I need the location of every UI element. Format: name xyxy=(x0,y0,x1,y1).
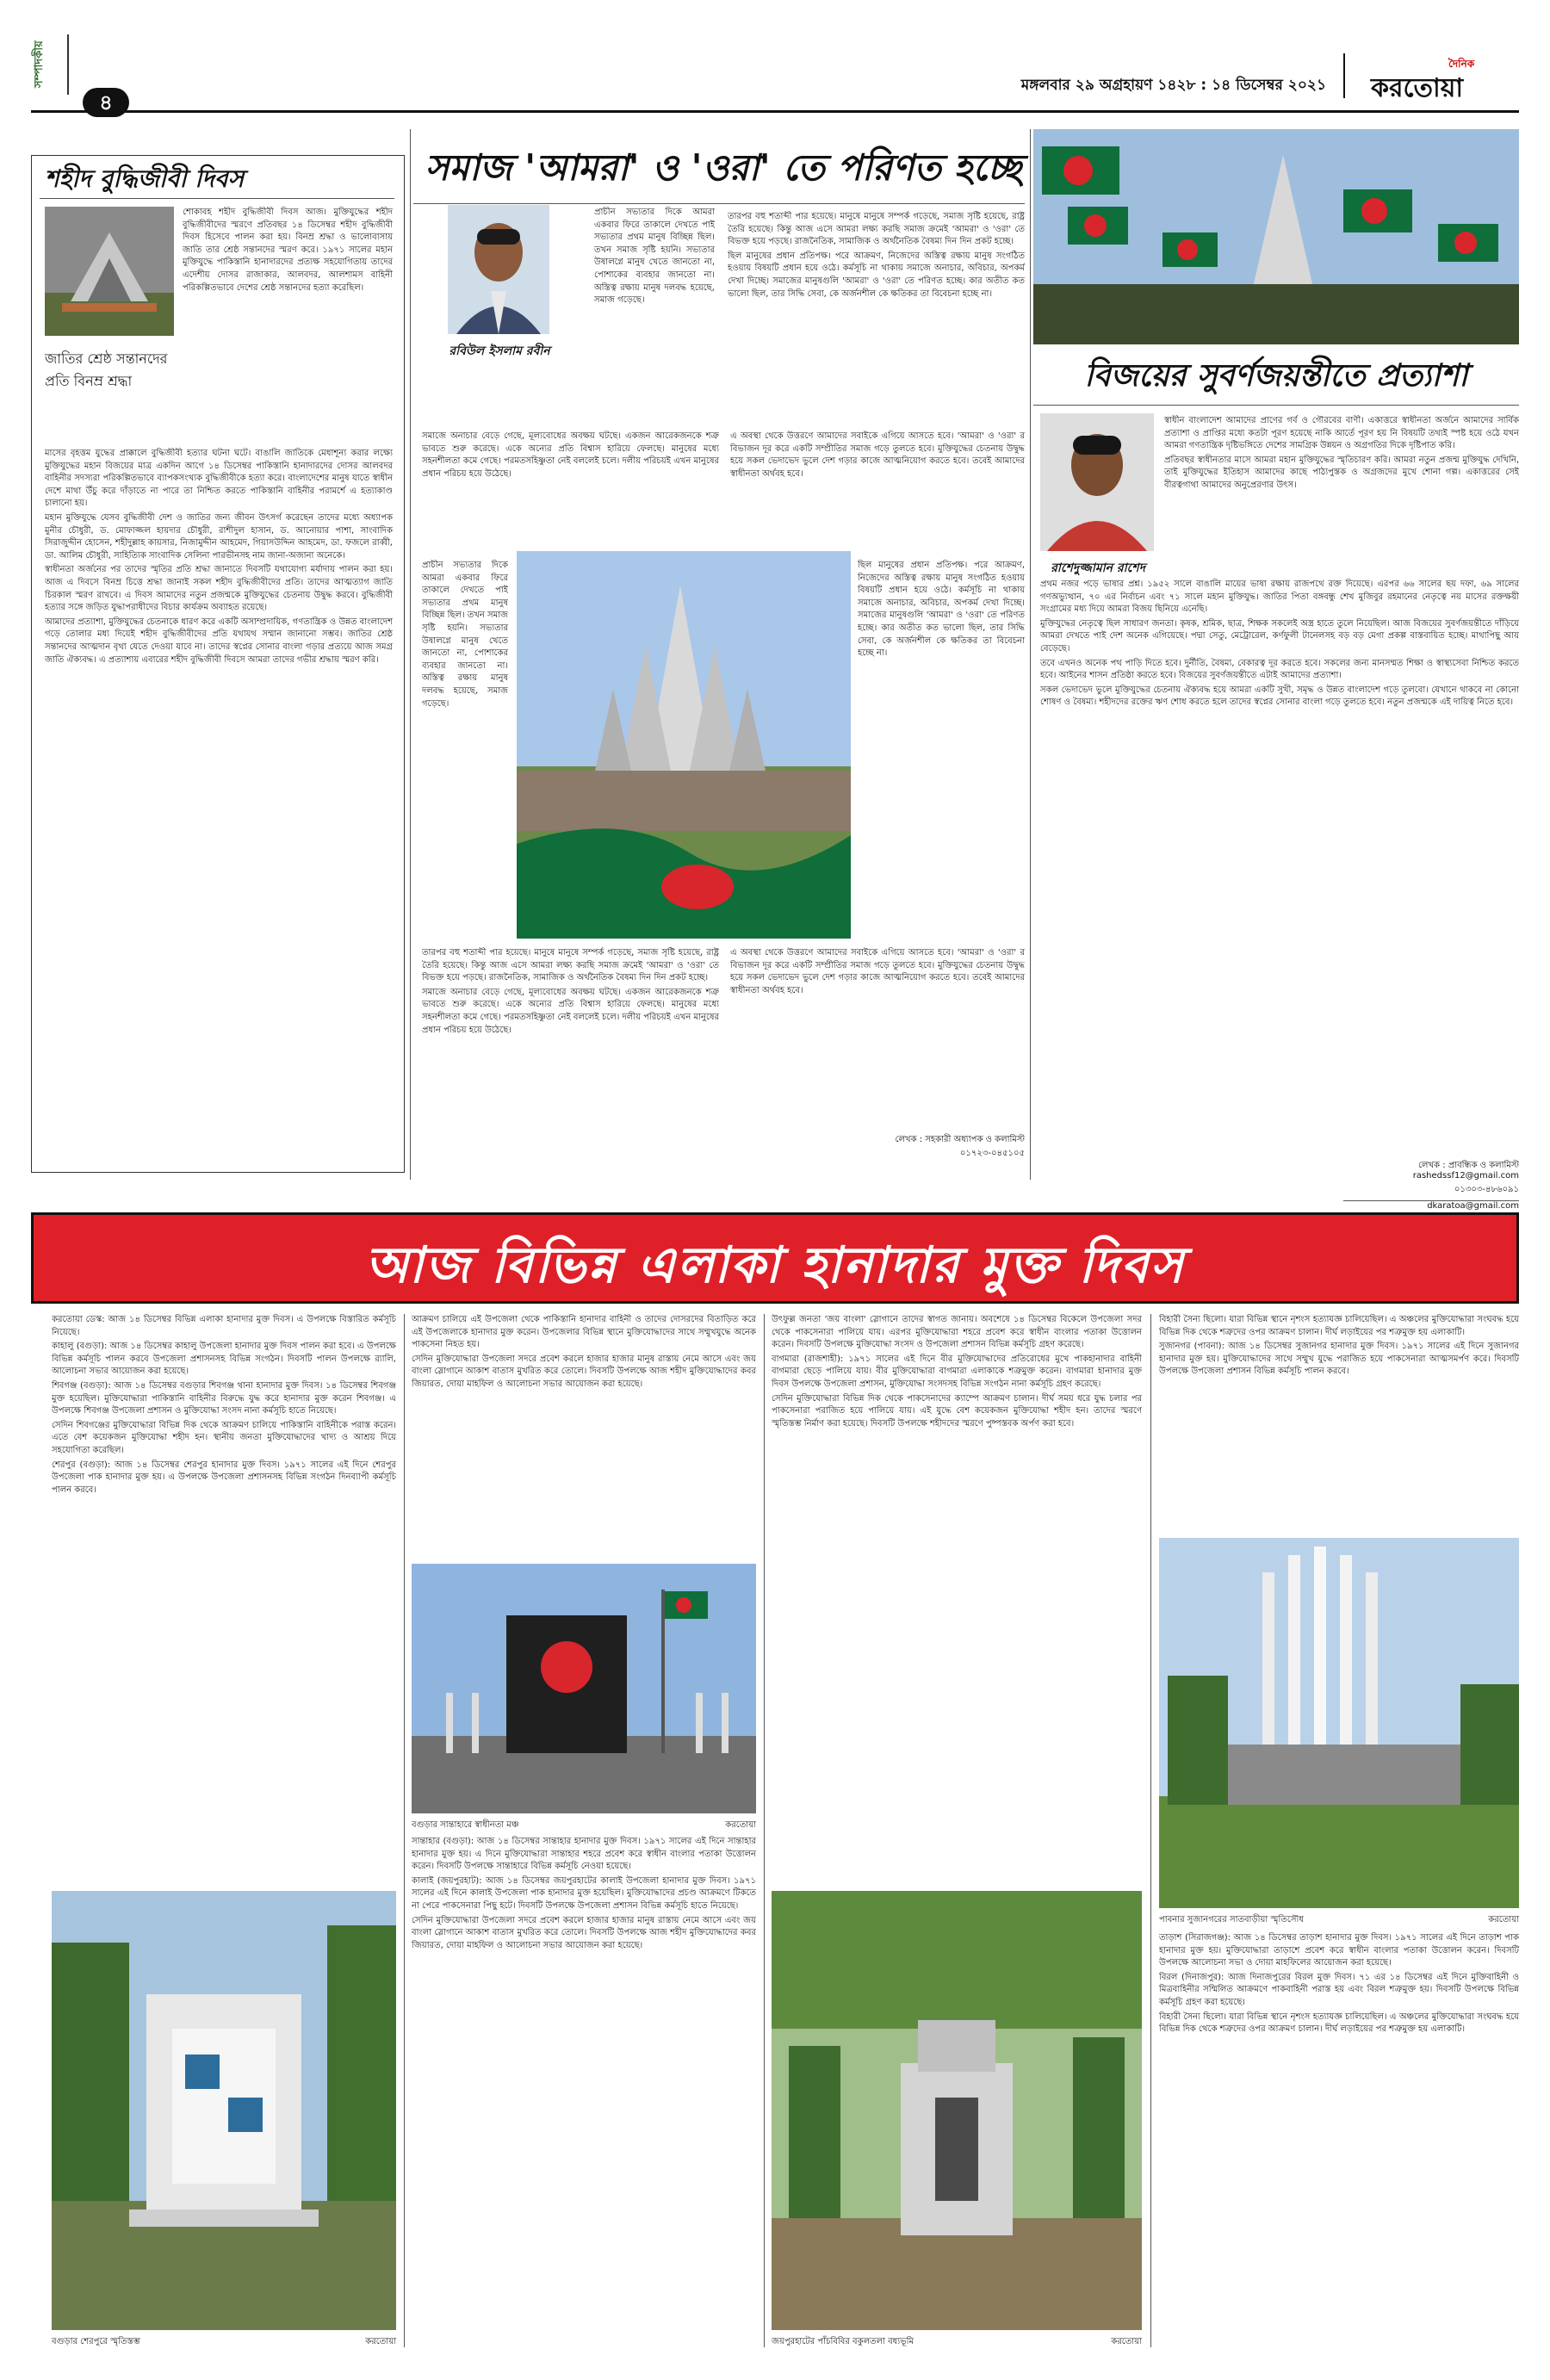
divider-right xyxy=(1030,129,1031,1180)
section-side-logo xyxy=(31,34,69,95)
editorial-body-top xyxy=(183,207,393,439)
society-col-b xyxy=(728,211,1025,422)
author-photo-rashed xyxy=(1040,413,1154,551)
joypurhat-photo xyxy=(772,1891,1142,2330)
editorial-body xyxy=(45,448,393,1162)
lib-col-4b xyxy=(1159,1932,1519,2337)
joypurhat-credit: করতোয়া xyxy=(1111,2337,1142,2346)
editorial-para-3: মহান মুক্তিযুদ্ধে যেসব বুদ্ধিজীবী দেশ ও জাতির জন্য জীবন উৎসর্গ করেছেন তাদের মধ্যে অধ্যাপক মুনীর চৌধুরী, ড. মোফাজ্জল হায়দার চৌধুরী, রাশীদুল হাসান, ড. আনোয়ার পাশা, সাংবাদিক সিরাজুদ্দীন হোসেন, শহীদুল্লাহ কায়সার, নিজামুদ্দীন আহমেদ, গিয়াসউদ্দিন আহমেদ, ডা. ফজলে রাব্বী, ডা. আলিম চৌধুরী, সাহিত্যিক সাংবাদিক সেলিনা পারভীনসহ নাম জানা-অজানা অনেকে। xyxy=(45,512,393,561)
santahar-photo xyxy=(412,1564,756,1813)
santahar-credit: করতোয়া xyxy=(725,1820,756,1830)
date-line: মঙ্গলবার ২৯ অগ্রহায়ণ ১৪২৮ : ১৪ ডিসেম্বর ২০২১ xyxy=(1020,77,1326,94)
lib-c4-p1: বিহারী সৈন্য ছিলো। যারা বিভিন্ন স্থানে নৃশংস হত্যাযজ্ঞ চালিয়েছিল। এ অঞ্চলের মুক্তিযোদ্ধারা সংঘবদ্ধ হয়ে বিভিন্ন দিক থেকে শত্রুদের ওপর আক্রমণ চালান। দীর্ঘ লড়াইয়ের পর শত্রুমুক্ত হয় এলাকাটি। xyxy=(1159,1315,1519,1337)
lib-c4-p4: বিরল (দিনাজপুর): আজ দিনাজপুরের বিরল মুক্ত দিবস। ৭১ এর ১৪ ডিসেম্বর এই দিনে মুক্তিবাহিনী ও মিত্রবাহিনীর সম্মিলিত আক্রমণে পাকবাহিনী পরাস্ত হয় এবং বিরল শত্রুমুক্ত হয়। দিবসটি উপলক্ষে বিভিন্ন কর্মসূচি গ্রহণ করা হয়েছে। xyxy=(1159,1972,1519,2007)
victory-email[interactable]: rashedssf12@gmail.com xyxy=(1412,1171,1519,1181)
lib-c2-p1: আক্রমণ চালিয়ে এই উপজেলা থেকে পাকিস্তানি হানাদার বাহিনী ও তাদের দোসরদের বিতাড়িত করে এই উপজেলাকে হানাদার মুক্ত করেন। উপজেলার বিভিন্ন স্থানে মুক্তিযোদ্ধাদের সাথে সম্মুখযুদ্ধে অনেক পাকসেনা নিহত হয়। xyxy=(412,1315,756,1350)
lib-c3-p1: উৎফুল্ল জনতা 'জয় বাংলা' স্লোগানে তাদের স্বাগত জানায়। অবশেষে ১৪ ডিসেম্বর বিকেলে উপজেলা সদর থেকে পাকসেনারা পালিয়ে যায়। এরপর মুক্তিযোদ্ধারা শহরে প্রবেশ করে স্বাধীন বাংলার পতাকা উত্তোলন করেন। দিবসটি উপলক্ষে মুক্তিযোদ্ধা সংসদ ও উপজেলা প্রশাসন বিভিন্ন কর্মসূচি গ্রহণ করেছে। xyxy=(772,1315,1142,1350)
society-para-4: সমাজে অনাচার বেড়ে গেছে, মূল্যবোধের অবক্ষয় ঘটছে। একজন আরেকজনকে শত্রু ভাবতে শুরু করেছে। একে অন্যের প্রতি বিশ্বাস হারিয়ে ফেলছে। মানুষের মধ্যে সহনশীলতা কমে গেছে। পরমতসহিষ্ণুতা নেই বললেই চলে। দলীয় পরিচয়ই এখন মানুষের প্রধান পরিচয় হয়ে উঠেছে। xyxy=(422,431,719,479)
pabna-credit: করতোয়া xyxy=(1488,1915,1519,1924)
lib-col-2b xyxy=(412,1836,756,2352)
lib-c2-p2: সেদিন মুক্তিযোদ্ধারা উপজেলা সদরে প্রবেশ করলে হাজার হাজার মানুষ রাস্তায় নেমে আসে এবং জয় বাংলা স্লোগানে আকাশ বাতাস মুখরিত করে তোলে। দিবসটি উপলক্ষে আজ শহীদ মুক্তিযোদ্ধাদের কবর জিয়ারত, দোয়া মাহফিল ও আলোচনা সভার আয়োজন করা হয়েছে। xyxy=(412,1354,756,1389)
lib-col-1 xyxy=(52,1314,396,1882)
bottom-divider-2 xyxy=(764,1314,765,2347)
section-side-label: সম্পাদকীয় xyxy=(33,40,46,89)
victory-title: বিজয়ের সুবর্ণজয়ন্তীতে প্রত্যাশা xyxy=(1084,357,1468,394)
author-photo-robin xyxy=(448,205,549,334)
memorial-crowd-photo xyxy=(517,551,851,939)
lib-c3-p2: বাগমারা (রাজশাহী): ১৯৭১ সালের এই দিনে বীর মুক্তিযোদ্ধাদের প্রতিরোধের মুখে পাকহানাদার বাহিনী বাগমারা ছেড়ে পালিয়ে যায়। বীর মুক্তিযোদ্ধারা বাগমারা এলাকাকে শত্রুমুক্ত করেন। বাগমারা হানাদার মুক্ত দিবস উপলক্ষে উপজেলা প্রশাসন, মুক্তিযোদ্ধা সংসদসহ বিভিন্ন সংগঠন নানা কর্মসূচি গ্রহণ করেছে। xyxy=(772,1354,1142,1389)
society-col-c xyxy=(422,431,719,542)
pabna-photo xyxy=(1159,1538,1519,1908)
society-col-d xyxy=(730,431,1025,542)
divider-left xyxy=(410,129,411,1180)
memorial-photo xyxy=(45,207,174,336)
lib-col-2a xyxy=(412,1314,756,1555)
sherpur-caption: বগুড়ার শেরপুরে স্মৃতিস্তম্ভ xyxy=(52,2337,140,2346)
society-title: সমাজ 'আমরা' ও 'ওরা' তে পরিণত হচ্ছে xyxy=(425,146,1022,189)
society-para-6: প্রাচীন সভ্যতার দিকে আমরা একবার ফিরে তাকালে দেখতে পাই সভ্যতার প্রথম মানুষ বিচ্ছিন্ন ছিল। তখন সমাজ সৃষ্টি হয়নি। সভ্যতার উষালগ্নে মানুষ খেতে জানতো না, পোশাকের ব্যবহার জানতো না। অস্তিত্ব রক্ষায় মানুষ দলবদ্ধ হয়েছে, সমাজ গড়েছে। xyxy=(422,561,508,709)
victory-para-5: তবে এখনও অনেক পথ পাড়ি দিতে হবে। দুর্নীতি, বৈষম্য, বেকারত্ব দূর করতে হবে। সকলের জন্য মানসম্মত শিক্ষা ও স্বাস্থ্যসেবা নিশ্চিত করতে হবে। আইনের শাসন প্রতিষ্ঠা করতে হবে। বিজয়ের সুবর্ণজয়ন্তীতে এটাই আমাদের প্রত্যাশা। xyxy=(1040,658,1519,681)
society-phone: ০১৭২৩-০৪৫১০৫ xyxy=(959,1149,1025,1158)
victory-para-2: প্রতিবছর স্বাধীনতার মাসে আমরা মহান মুক্তিযুদ্ধের স্মৃতিচারণ করি। আমরা নতুন প্রজন্ম মুক্তিযুদ্ধ দেখিনি, তাই মুক্তিযুদ্ধের ইতিহাস আমাদের কাছে পাঠ্যপুস্তক ও অগ্রজদের মুখে শোনা গল্প। একাত্তরের সেই বীরত্বগাথা আমাদের অনুপ্রেরণার উৎস। xyxy=(1164,455,1519,490)
page-number-text: ৪ xyxy=(99,90,113,115)
society-para-1: প্রাচীন সভ্যতার দিকে আমরা একবার ফিরে তাকালে দেখতে পাই সভ্যতার প্রথম মানুষ বিচ্ছিন্ন ছিল। তখন সমাজ সৃষ্টি হয়নি। সভ্যতার উষালগ্নে মানুষ খেতে জানতো না, পোশাকের ব্যবহার জানতো না। অস্তিত্ব রক্ষায় মানুষ দলবদ্ধ হয়েছে, সমাজ গড়েছে। xyxy=(594,208,715,306)
victory-signoff: লেখক : প্রাবন্ধিক ও কলামিস্ট xyxy=(1417,1161,1519,1170)
victory-title-rule xyxy=(1033,405,1519,406)
santahar-caption: বগুড়ার সান্তাহারে স্বাধীনতা মঞ্চ xyxy=(412,1820,519,1830)
editorial-para-2: মাসের বৃহত্তম যুদ্ধের প্রাক্কালে বুদ্ধিজীবী হত্যার ঘটনা ঘটে। বাঙালি জাতিকে মেধাশূন্য করার লক্ষ্যে মুক্তিযুদ্ধের মহান বিজয়ের মাত্র একদিন আগে ১৪ ডিসেম্বর পাকিস্তানি হানাদারদের দোসর আলবদর বাহিনীর সদস্যরা পরিকল্পিতভাবে ব্যাপকসংখ্যক বুদ্ধিজীবীকে হত্যা করে। বাংলাদেশের মানুষ যাতে স্বাধীন দেশে মাথা উঁচু করে দাঁড়াতে না পারে তা নিশ্চিত করতে পাকিস্তানি বাহিনীর পরামর্শে এ হত্যাকাণ্ড চালানো হয়। xyxy=(45,449,393,509)
bottom-divider-1 xyxy=(404,1314,405,2347)
society-col-g xyxy=(422,947,719,1128)
editorial-para-1: শোকাবহ শহীদ বুদ্ধিজীবী দিবস আজ। মুক্তিযুদ্ধের শহীদ বুদ্ধিজীবীদের স্মরণে প্রতিবছর ১৪ ডিসেম্বর শহীদ বুদ্ধিজীবী দিবস হিসেবে পালন করা হয়। বিনম্র শ্রদ্ধা ও ভালোবাসায় জাতি তার শ্রেষ্ঠ সন্তানদের স্মরণ করে। ১৯৭১ সালের মহান মুক্তিযুদ্ধে পাকিস্তানি হানাদারদের প্রত্যক্ষ সহযোগিতায় তাদের এদেশীয় দোসর রাজাকার, আলবদর, আলশামস বাহিনী পরিকল্পিতভাবে দেশের শ্রেষ্ঠ সন্তানদের হত্যা করেছিল। xyxy=(183,208,393,293)
editorial-para-4: স্বাধীনতা অর্জনের পর তাদের স্মৃতির প্রতি শ্রদ্ধা জানাতে দিবসটি যথাযোগ্য মর্যাদায় পালন করা হয়। আজ এ দিবসে বিনম্র চিত্তে শ্রদ্ধা জানাই সকল শহীদ বুদ্ধিজীবীদের প্রতি। তাদের আত্মত্যাগ জাতি চিরকাল স্মরণ রাখবে। এ দিবস আমাদের নতুন প্রজন্মকে মুক্তিযুদ্ধের চেতনায় উদ্বুদ্ধ করবে। বুদ্ধিজীবী হত্যার সঙ্গে জড়িত যুদ্ধাপরাধীদের বিচার কার্যক্রম অব্যাহত রয়েছে। xyxy=(45,565,393,613)
lib-c2-p5: সেদিন মুক্তিযোদ্ধারা উপজেলা সদরে প্রবেশ করলে হাজার হাজার মানুষ রাস্তায় নেমে আসে এবং জয় বাংলা স্লোগানে আকাশ বাতাস মুখরিত করে তোলে। দিবসটি উপলক্ষে আজ শহীদ মুক্তিযোদ্ধাদের কবর জিয়ারত, দোয়া মাহফিল ও আলোচনা সভার আয়োজন করা হয়েছে। xyxy=(412,1915,756,1950)
lib-c3-p3: সেদিন মুক্তিযোদ্ধারা বিভিন্ন দিক থেকে পাকসেনাদের ক্যাম্পে আক্রমণ চালান। দীর্ঘ সময় ধরে যুদ্ধ চলার পর পাকসেনারা পরাজিত হয়ে পালিয়ে যায়। এই যুদ্ধে বেশ কয়েকজন মুক্তিযোদ্ধা শহীদ হন। তাদের স্মরণে স্মৃতিস্তম্ভ নির্মাণ করা হয়েছে। দিবসটি উপলক্ষে শহীদদের স্মরণে পুষ্পস্তবক অর্পণ করা হবে। xyxy=(772,1393,1142,1429)
paper-logo-small: দৈনিক xyxy=(1448,58,1475,70)
lib-c4-p5: বিহারী সৈন্য ছিলো। যারা বিভিন্ন স্থানে নৃশংস হত্যাযজ্ঞ চালিয়েছিল। এ অঞ্চলের মুক্তিযোদ্ধারা সংঘবদ্ধ হয়ে বিভিন্ন দিক থেকে শত্রুদের ওপর আক্রমণ চালান। দীর্ঘ লড়াইয়ের পর শত্রুমুক্ত হয় এলাকাটি। xyxy=(1159,2011,1519,2035)
editorial-title-rule xyxy=(40,198,394,199)
victory-para-1: স্বাধীন বাংলাদেশ আমাদের প্রাণের গর্ব ও গৌরবের বাণী। একাত্তরে স্বাধীনতা অর্জনে আমাদের সার্বিক প্রত্যাশা ও প্রাপ্তির মধ্যে কতটা পূরণ হয়েছে নাকি আর্তে পূরণ হয় নি বিষয়টি তথ্যই স্পষ্ট হয়ে ওঠে যখন আমরা গণতান্ত্রিক দৃষ্টিভঙ্গিতে দেশের সামগ্রিক উন্নয়ন ও অগ্রগতির দিকে দৃষ্টিপাত করি। xyxy=(1164,416,1519,451)
society-col-e xyxy=(422,560,508,939)
lib-c2-p3: সান্তাহার (বগুড়া): আজ ১৪ ডিসেম্বর সান্তাহার হানাদার মুক্ত দিবস। ১৯৭১ সালের এই দিনে সান্তাহার হানাদার মুক্ত হয়। এ দিনে মুক্তিযোদ্ধারা সান্তাহার শহরে প্রবেশ করে স্বাধীন বাংলার পতাকা উত্তোলন করেন। দিবসটি উপলক্ষে সান্তাহারে বিভিন্ন কর্মসূচি নেওয়া হয়েছে। xyxy=(412,1837,756,1872)
flag-crowd-photo xyxy=(1033,129,1519,344)
pabna-caption: পাবনার সুজানগরের সাতবাড়ীয়া স্মৃতিসৌধ xyxy=(1159,1915,1304,1924)
victory-phone: ০১৩০৩-৪৮৬০৯১ xyxy=(1454,1185,1519,1194)
lib-col-3 xyxy=(772,1314,1142,1882)
victory-para-3: প্রথম নজর পড়ে ভাষার প্রশ্ন। ১৯৫২ সালে বাঙালি মায়ের ভাষা রক্ষায় রাজপথে রক্ত দিয়েছে। এরপর ৬৬ সালের ছয় দফা, ৬৯ সালের গণঅভ্যুত্থান, ৭০ এর নির্বাচন এবং ৭১ সালে মহান মুক্তিযুদ্ধ। জাতির পিতা বঙ্গবন্ধু শেখ মুজিবুর রহমানের নেতৃত্বে নয় মাসের রক্তক্ষয়ী সংগ্রামের মধ্য দিয়ে আমরা বিজয় ছিনিয়ে এনেছি। xyxy=(1040,580,1519,615)
sherpur-photo xyxy=(52,1891,396,2330)
society-para-2: তারপর বহু শতাব্দী পার হয়েছে। মানুষে মানুষে সম্পর্ক গড়েছে, সমাজ সৃষ্টি হয়েছে, রাষ্ট্র তৈরি হয়েছে। কিন্তু আজ এসে আমরা লক্ষ্য করছি সমাজ ক্রমেই 'আমরা' ও 'ওরা' তে বিভক্ত হয়ে পড়ছে। রাজনৈতিক, সামাজিক ও অর্থনৈতিক বৈষম্য দিন দিন প্রকট হচ্ছে। xyxy=(728,212,1025,247)
society-para-5: এ অবস্থা থেকে উত্তরণে আমাদের সবাইকে এগিয়ে আসতে হবে। 'আমরা' ও 'ওরা' র বিভাজন দূর করে একটি সম্প্রীতির সমাজ গড়ে তুলতে হবে। মুক্তিযুদ্ধের চেতনায় উদ্বুদ্ধ হয়ে সকল ভেদাভেদ ভুলে দেশ গড়ার কাজে আত্মনিয়োগ করতে হবে। তবেই আমাদের স্বাধীনতা অর্থবহ হবে। xyxy=(730,431,1025,479)
banner xyxy=(31,1212,1519,1304)
society-para-9: সমাজে অনাচার বেড়ে গেছে, মূল্যবোধের অবক্ষয় ঘটছে। একজন আরেকজনকে শত্রু ভাবতে শুরু করেছে। একে অন্যের প্রতি বিশ্বাস হারিয়ে ফেলছে। মানুষের মধ্যে সহনশীলতা কমে গেছে। পরমতসহিষ্ণুতা নেই বললেই চলে। দলীয় পরিচয়ই এখন মানুষের প্রধান পরিচয় হয়ে উঠেছে। xyxy=(422,987,719,1035)
victory-col-a xyxy=(1164,415,1519,570)
paper-logo-name: করতোয়া xyxy=(1371,73,1464,103)
society-col-h xyxy=(730,947,1025,1128)
society-para-8: তারপর বহু শতাব্দী পার হয়েছে। মানুষে মানুষে সম্পর্ক গড়েছে, সমাজ সৃষ্টি হয়েছে, রাষ্ট্র তৈরি হয়েছে। কিন্তু আজ এসে আমরা লক্ষ্য করছি সমাজ ক্রমেই 'আমরা' ও 'ওরা' তে বিভক্ত হয়ে পড়ছে। রাজনৈতিক, সামাজিক ও অর্থনৈতিক বৈষম্য দিন দিন প্রকট হচ্ছে। xyxy=(422,948,719,983)
lib-c1-p1: করতোয়া ডেস্ক: আজ ১৪ ডিসেম্বর বিভিন্ন এলাকা হানাদার মুক্ত দিবস। এ উপলক্ষে বিস্তারিত কর্মসূচি নিয়েছে। xyxy=(52,1315,396,1337)
lib-c1-p3: শিবগঞ্জ (বগুড়া): আজ ১৪ ডিসেম্বর বগুড়ার শিবগঞ্জ থানা হানাদার মুক্ত দিবস। ১৪ ডিসেম্বর শিবগঞ্জ মুক্ত হয়েছিল। মুক্তিযোদ্ধারা পাকিস্তানি বাহিনীর বিরুদ্ধে যুদ্ধ করে হানাদার মুক্ত করেন শিবগঞ্জ। এ উপলক্ষে শিবগঞ্জ উপজেলা প্রশাসন ও মুক্তিযোদ্ধা সংসদ নানা কর্মসূচি হাতে নিয়েছে। xyxy=(52,1380,396,1416)
sherpur-credit: করতোয়া xyxy=(365,2337,396,2346)
society-title-rule xyxy=(413,203,1025,204)
lib-c2-p4: কালাই (জয়পুরহাট): আজ ১৪ ডিসেম্বর জয়পুরহাটের কালাই উপজেলা হানাদার মুক্ত দিবস। ১৯৭১ সালের এই দিনে কালাই উপজেলা পাক হানাদার মুক্ত হয়েছিল। মুক্তিযোদ্ধাদের প্রচণ্ড আক্রমণে টিকতে না পেরে পাকসেনারা পিছু হটে। দিবসটি উপলক্ষে উপজেলা প্রশাসন বিভিন্ন কর্মসূচি হাতে নিয়েছে। xyxy=(412,1875,756,1911)
author-robin: রবিউল ইসলাম রবীন xyxy=(449,344,550,358)
society-para-10: এ অবস্থা থেকে উত্তরণে আমাদের সবাইকে এগিয়ে আসতে হবে। 'আমরা' ও 'ওরা' র বিভাজন দূর করে একটি সম্প্রীতির সমাজ গড়ে তুলতে হবে। মুক্তিযুদ্ধের চেতনায় উদ্বুদ্ধ হয়ে সকল ভেদাভেদ ভুলে দেশ গড়ার কাজে আত্মনিয়োগ করতে হবে। তবেই আমাদের স্বাধীনতা অর্থবহ হবে। xyxy=(730,948,1025,995)
society-para-3: ছিল মানুষের প্রধান প্রতিপক্ষ। পরে আক্রমণ, নিজেদের অস্তিত্ব রক্ষায় মানুষ সংগঠিত হওয়ায় বিষয়টি প্রধান হয়ে ওঠে। কর্মসূচি না থাকায় সমাজে অনাচার, অবিচার, অপকর্ম দেখা দিচ্ছে। সমাজের মানুষগুলি 'আমরা' ও 'ওরা' তে পরিণত হচ্ছে। কার অতীত কত ভালো ছিল, তার সিদ্ধি সেবা, কে অর্জনশীল কে ক্ষতিকর তা বিবেচনা হচ্ছে না। xyxy=(728,251,1025,299)
society-para-7: ছিল মানুষের প্রধান প্রতিপক্ষ। পরে আক্রমণ, নিজেদের অস্তিত্ব রক্ষায় মানুষ সংগঠিত হওয়ায় বিষয়টি প্রধান হয়ে ওঠে। কর্মসূচি না থাকায় সমাজে অনাচার, অবিচার, অপকর্ম দেখা দিচ্ছে। সমাজের মানুষগুলি 'আমরা' ও 'ওরা' তে পরিণত হচ্ছে। কার অতীত কত ভালো ছিল, তার সিদ্ধি সেবা, কে অর্জনশীল কে ক্ষতিকর তা বিবেচনা হচ্ছে না। xyxy=(858,561,1025,659)
joypurhat-caption: জয়পুরহাটের পাঁচবিবির বকুলতলা বধ্যভূমি xyxy=(772,2337,914,2346)
lib-c4-p3: তাড়াশ (সিরাজগঞ্জ): আজ ১৪ ডিসেম্বর তাড়াশ হানাদার মুক্ত দিবস। ১৯৭১ সালের এই দিনে তাড়াশ পাক হানাদার মুক্ত হয়। মুক্তিযোদ্ধারা তাড়াশে প্রবেশ করে স্বাধীন বাংলার পতাকা উত্তোলন করেন। দিবসটি উপলক্ষে আলোচনা সভা ও দোয়া মাহফিলের আয়োজন করা হয়েছে। xyxy=(1159,1933,1519,1968)
masthead-rule xyxy=(31,110,1519,113)
victory-col-b xyxy=(1040,579,1519,1156)
lib-col-4a xyxy=(1159,1314,1519,1529)
lib-c1-p2: কাহালু (বগুড়া): আজ ১৪ ডিসেম্বর কাহালু উপজেলা হানাদার মুক্ত দিবস পালন করা হবে। এ উপলক্ষে বিভিন্ন কর্মসূচি পালন করবে উপজেলা প্রশাসনসহ বিভিন্ন সংগঠন। দিবসটি পালন উপলক্ষে র‌্যালি, আলোচনা সভার আয়োজন করা হয়েছে। xyxy=(52,1342,396,1377)
victory-para-4: মুক্তিযুদ্ধের নেতৃত্বে ছিল সাধারণ জনতা। কৃষক, শ্রমিক, ছাত্র, শিক্ষক সকলেই অস্ত্র হাতে তুলে নিয়েছিল। আজ বিজয়ের সুবর্ণজয়ন্তীতে দাঁড়িয়ে আমরা দেখতে পাই দেশ অনেক এগিয়েছে। পদ্মা সেতু, মেট্রোরেল, কর্ণফুলী টানেলসহ বড় বড় মেগা প্রকল্প বাস্তবায়িত হচ্ছে। মাথাপিছু আয় বেড়েছে। xyxy=(1040,618,1519,654)
bottom-divider-3 xyxy=(1150,1314,1151,2347)
victory-para-6: সকল ভেদাভেদ ভুলে মুক্তিযুদ্ধের চেতনায় ঐক্যবদ্ধ হয়ে আমরা একটি সুখী, সমৃদ্ধ ও উন্নত বাংলাদেশ গড়ে তুলবো। যেখানে থাকবে না কোনো শোষণ ও বৈষম্য। শহীদদের রক্তের ঋণ শোধ করতে হলে তাদের স্বপ্নের সোনার বাংলা গড়ে তুলতে হবে। নতুন প্রজন্মকে এই দায়িত্ব নিতে হবে। xyxy=(1040,685,1519,708)
society-col-f xyxy=(858,560,1025,939)
site-email[interactable]: dkaratoa@gmail.com xyxy=(1343,1200,1519,1211)
editorial-title: শহীদ বুদ্ধিজীবী দিবস xyxy=(45,164,245,193)
memorial-caption: জাতির শ্রেষ্ঠ সন্তানদের প্রতি বিনম্র শ্রদ্ধা xyxy=(45,350,168,389)
editorial-para-5: আমাদের প্রত্যাশা, মুক্তিযুদ্ধের চেতনাকে ধারণ করে একটি অসাম্প্রদায়িক, গণতান্ত্রিক ও উন্নত বাংলাদেশ গড়ে তোলার মধ্য দিয়েই শহীদ বুদ্ধিজীবীদের প্রতি যথাযথ সম্মান জানানো সম্ভব। জাতির শ্রেষ্ঠ সন্তানদের আত্মদান বৃথা যেতে দেওয়া যাবে না। তাদের স্বপ্নের সোনার বাংলা গড়ার প্রত্যয়ে আজ সমগ্র জাতি ঐক্যবদ্ধ। এ প্রত্যাশায় এবারের শহীদ বুদ্ধিজীবী দিবসে আমরা তাদের গভীর শ্রদ্ধায় স্মরণ করি। xyxy=(45,617,393,665)
author-rashed: রাশেদুজ্জামান রাশেদ xyxy=(1051,561,1145,575)
paper-logo xyxy=(1343,53,1517,103)
society-col-a xyxy=(594,207,715,422)
lib-c4-p2: সুজানগর (পাবনা): আজ ১৪ ডিসেম্বর সুজানগর হানাদার মুক্ত দিবস। ১৯৭১ সালের এই দিনে সুজানগর হানাদার মুক্ত হয়। মুক্তিযোদ্ধাদের সাথে সম্মুখ যুদ্ধে পরাজিত হয়ে পাকসেনারা আত্মসমর্পণ করে। দিবসটি উপলক্ষে উপজেলা প্রশাসন বিভিন্ন কর্মসূচি পালন করবে। xyxy=(1159,1342,1519,1377)
banner-text: আজ বিভিন্ন এলাকা হানাদার মুক্ত দিবস xyxy=(365,1236,1185,1294)
lib-c1-p5: শেরপুর (বগুড়া): আজ ১৪ ডিসেম্বর শেরপুর হানাদার মুক্ত দিবস। ১৯৭১ সালের এই দিনে শেরপুর উপজেলা পাক হানাদার মুক্ত হয়। এ উপলক্ষে উপজেলা প্রশাসনসহ বিভিন্ন সংগঠন দিনব্যাপী কর্মসূচি পালন করবে। xyxy=(52,1460,396,1495)
society-signoff: লেখক : সহকারী অধ্যাপক ও কলামিস্ট xyxy=(895,1135,1025,1144)
lib-c1-p4: সেদিন শিবগঞ্জের মুক্তিযোদ্ধারা বিভিন্ন দিক থেকে আক্রমণ চালিয়ে পাকিস্তানি বাহিনীকে পরাস্ত করেন। এতে বেশ কয়েকজন মুক্তিযোদ্ধা শহীদ হন। স্থানীয় জনতা মুক্তিযোদ্ধাদের খাদ্য ও আশ্রয় দিয়ে সহযোগিতা করেছিল। xyxy=(52,1420,396,1455)
